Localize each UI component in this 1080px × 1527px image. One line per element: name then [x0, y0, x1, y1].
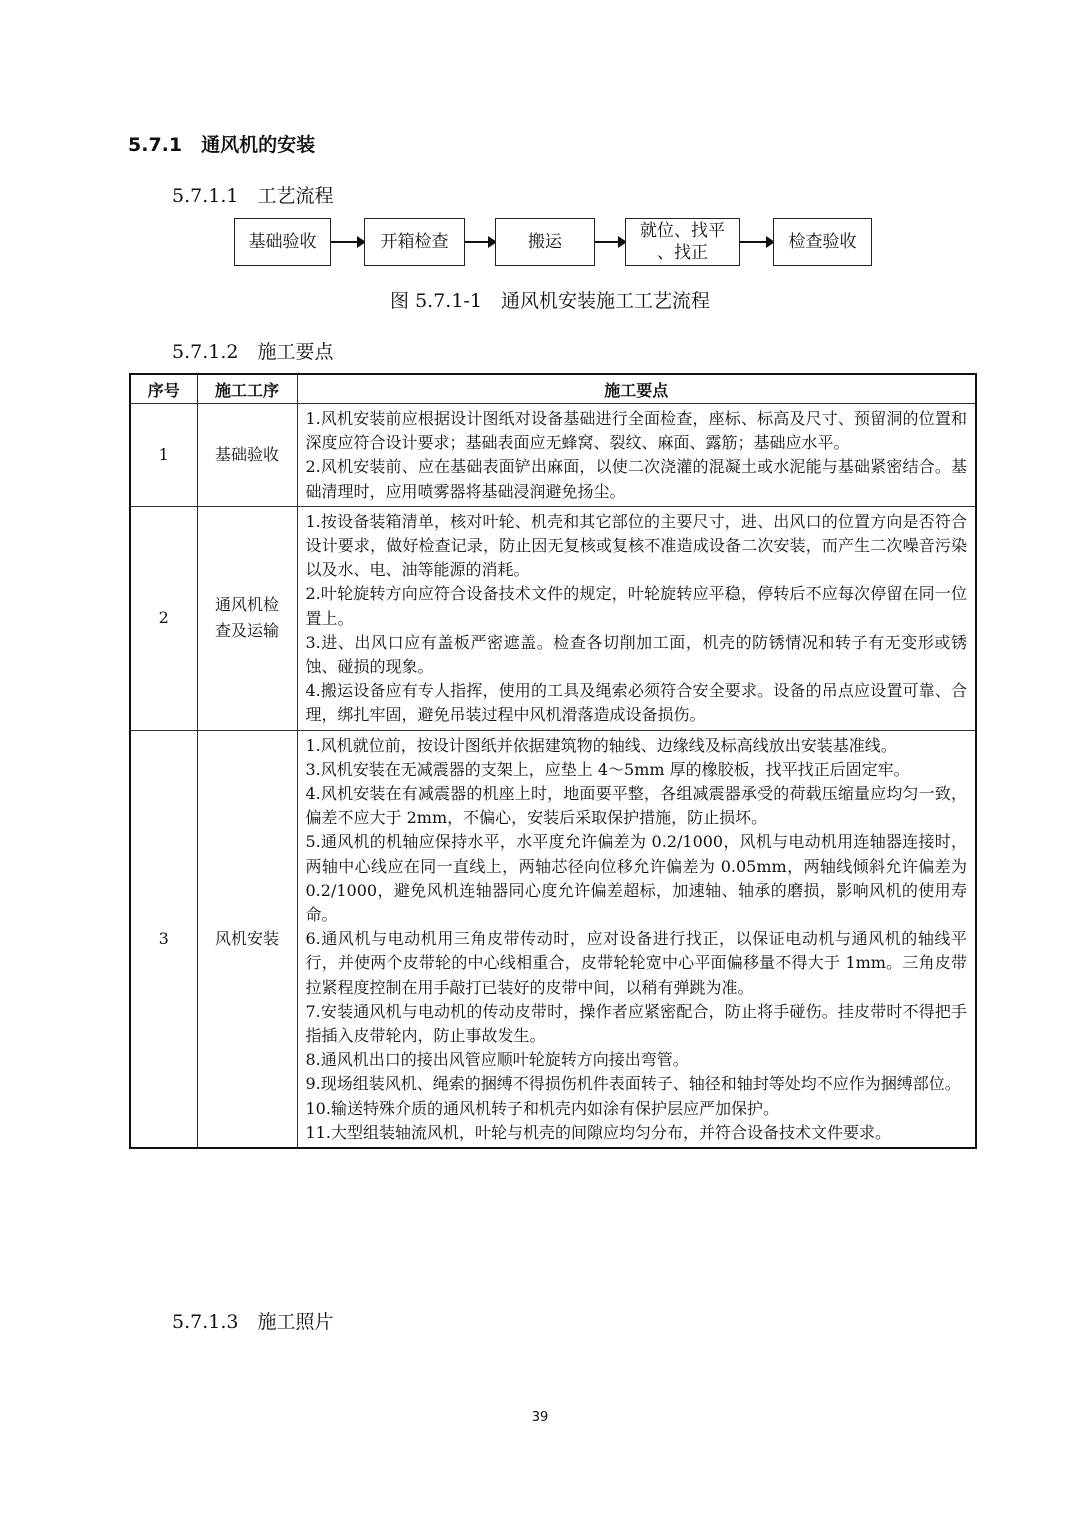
table-row	[130, 730, 976, 1148]
table-row	[130, 506, 976, 730]
process-flowchart	[234, 218, 874, 270]
point-item: 5.通风机的机轴应保持水平，水平度允许偏差为 0.2/1000，风机与电动机用连轴器连接时，两轴中心线应在同一直线上，两轴芯径向位移允许偏差为 0.05mm，两轴线倾斜允许偏差为 0.2/1000，避免风机连轴器同心度允许偏差超标，加速轴、轴承的磨损，影响风机的使用寿命。	[305, 832, 967, 925]
point-item: 1.风机就位前，按设计图纸并依据建筑物的轴线、边缘线及标高线放出安装基准线。	[305, 735, 897, 755]
figure-caption-text: 图 5.7.1-1 通风机安装施工工艺流程	[390, 290, 710, 312]
header-points: 施工要点	[297, 374, 976, 404]
point-item: 6.通风机与电动机用三角皮带传动时，应对设备进行找正，以保证电动机与通风机的轴线平行，并使两个皮带轮的中心线相重合，皮带轮轮宽中心平面偏移量不得大于 1mm。三角皮带拉紧程度控制在用手敲打已装好的皮带中间，以稍有弹跳为准。	[305, 929, 967, 997]
flow-step-unpacking-inspection: 开箱检查	[364, 218, 465, 266]
row-points	[297, 730, 976, 1148]
header-number: 序号	[130, 374, 197, 404]
point-item: 3.风机安装在无减震器的支架上，应垫上 4～5mm 厚的橡胶板，找平找正后固定牢。	[305, 759, 910, 779]
row-process: 基础验收	[197, 404, 297, 507]
row-number: 3	[130, 730, 197, 1148]
row-process: 通风机检查及运输	[197, 506, 297, 730]
point-item: 3.进、出风口应有盖板严密遮盖。检查各切削加工面，机壳的防锈情况和转子有无变形或锈蚀、碰损的现象。	[305, 632, 967, 677]
point-item: 10.输送特殊介质的通风机转子和机壳内如涂有保护层应严加保护。	[305, 1098, 779, 1118]
flow-step-positioning-leveling: 就位、找平 、找正	[625, 218, 740, 266]
figure-caption	[0, 286, 1080, 313]
row-number: 1	[130, 404, 197, 507]
point-item: 2.风机安装前、应在基础表面铲出麻面，以使二次浇灌的混凝土或水泥能与基础紧密结合。基础清理时，应用喷雾器将基础浸润避免扬尘。	[305, 457, 967, 501]
flow-arrow-2	[465, 241, 495, 243]
table-row	[130, 404, 976, 507]
flow-arrow-4	[740, 241, 773, 243]
row-number: 2	[130, 506, 197, 730]
photo-heading: 5.7.1.3 施工照片	[172, 1311, 334, 1333]
page-number: 39	[531, 1410, 549, 1425]
construction-points-table	[129, 373, 977, 1149]
point-item: 4.搬运设备应有专人指挥，使用的工具及绳索必须符合安全要求。设备的吊点应设置可靠、合理，绑扎牢固，避免吊装过程中风机滑落造成设备损伤。	[305, 681, 967, 725]
flow-arrow-3	[595, 241, 625, 243]
flow-step-transport: 搬运	[495, 218, 595, 266]
table-header-row	[130, 374, 976, 404]
flow-heading: 5.7.1.1 工艺流程	[172, 185, 334, 207]
point-item: 1.按设备装箱清单，核对叶轮、机壳和其它部位的主要尺寸，进、出风口的位置方向是否符合设计要求，做好检查记录，防止因无复核或复核不准造成设备二次安装，而产生二次噪音污染以及水、电、油等能源的消耗。	[305, 511, 967, 580]
section-title: 5.7.1 通风机的安装	[128, 134, 316, 156]
header-process: 施工工序	[197, 374, 297, 404]
point-item: 8.通风机出口的接出风管应顺叶轮旋转方向接出弯管。	[305, 1050, 689, 1070]
row-process: 风机安装	[197, 730, 297, 1148]
point-item: 9.现场组装风机、绳索的捆缚不得损伤机件表面转子、轴径和轴封等处均不应作为捆缚部位。	[305, 1074, 961, 1094]
flow-step-final-inspection: 检查验收	[773, 218, 872, 266]
flow-arrow-1	[331, 241, 364, 243]
point-item: 1.风机安装前应根据设计图纸对设备基础进行全面检查，座标、标高及尺寸、预留洞的位置和深度应符合设计要求；基础表面应无蜂窝、裂纹、麻面、露筋；基础应水平。	[305, 409, 967, 453]
point-item: 7.安装通风机与电动机的传动皮带时，操作者应紧密配合，防止将手碰伤。挂皮带时不得把手指插入皮带轮内，防止事故发生。	[305, 1001, 967, 1046]
point-item: 4.风机安装在有减震器的机座上时，地面要平整，各组减震器承受的荷载压缩量应均匀一致，偏差不应大于 2mm，不偏心，安装后采取保护措施，防止损坏。	[305, 784, 967, 828]
point-item: 11.大型组装轴流风机，叶轮与机壳的间隙应均匀分布，并符合设备技术文件要求。	[305, 1122, 891, 1142]
points-heading: 5.7.1.2 施工要点	[172, 341, 334, 363]
point-item: 2.叶轮旋转方向应符合设备技术文件的规定，叶轮旋转应平稳，停转后不应每次停留在同一位置上。	[305, 584, 967, 628]
flow-step-foundation-acceptance: 基础验收	[234, 218, 331, 266]
row-points	[297, 404, 976, 507]
row-points	[297, 506, 976, 730]
